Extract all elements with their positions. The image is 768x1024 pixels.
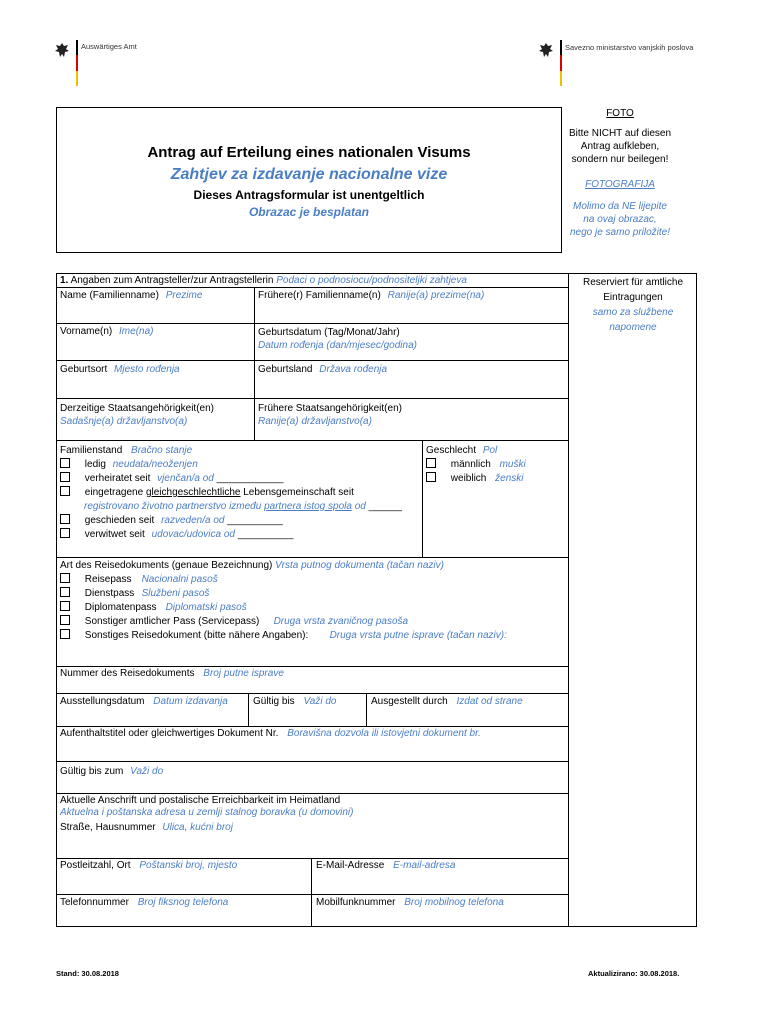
- doc-service-option[interactable]: [60, 587, 209, 601]
- email-label-de: E-Mail-Adresse: [316, 860, 385, 871]
- left-office-name: Auswärtiges Amt: [81, 42, 137, 51]
- doc-title-hr: Vrsta putnog dokumenta (tačan naziv): [275, 560, 444, 571]
- doc-ordinary-option[interactable]: [60, 573, 218, 587]
- number-label-hr: Broj putne isprave: [203, 668, 284, 679]
- right-header: [536, 40, 736, 90]
- cob-label-hr: Država rođenja: [319, 364, 388, 375]
- residence-label-de: Aufenthaltstitel oder gleichwertiges Dokument Nr.: [60, 728, 279, 739]
- ordinary-hr: Nacionalni pasoš: [141, 574, 218, 585]
- prevnat-label-de: Frühere Staatsangehörigkeit(en): [258, 403, 402, 414]
- checkbox-partnership[interactable]: [60, 486, 70, 496]
- reserved-de-1: Reserviert für amtliche: [582, 277, 684, 288]
- title-hr: Zahtjev za izdavanje nacionalne vize: [170, 166, 448, 183]
- section-1-header: [60, 275, 467, 286]
- reserved-hr-1: samo za službene: [592, 307, 674, 318]
- partner-hr-1: registrovano životno partnerstvo između: [84, 501, 265, 512]
- name-label-de: Name (Familienname): [60, 290, 159, 301]
- single-hr: neudata/neoženjen: [112, 459, 198, 470]
- address-title-hr: Aktuelna i poštanska adresa u zemlji stalnog boravka (u domovini): [60, 807, 354, 818]
- sex-block: [426, 444, 566, 504]
- male-de: männlich: [450, 459, 491, 470]
- widowed-hr: udovac/udovica od: [151, 529, 235, 540]
- photo-note-de-3: sondern nur beilegen!: [571, 154, 669, 165]
- checkbox-male[interactable]: [426, 458, 436, 468]
- marital-widowed-option[interactable]: [60, 528, 293, 542]
- cob-label-de: Geburtsland: [258, 364, 313, 375]
- prevnat-label-hr: Ranije(a) državljanstvo(a): [258, 416, 372, 427]
- issuer-label-de: Ausgestellt durch: [371, 696, 448, 707]
- marital-single-option[interactable]: [60, 458, 198, 472]
- photo-note-de-2: Antrag aufkleben,: [580, 141, 660, 152]
- email-field[interactable]: [316, 860, 455, 871]
- checkbox-diplomatic-passport[interactable]: [60, 601, 70, 611]
- married-de: verheiratet seit: [84, 473, 151, 484]
- checkbox-married[interactable]: [60, 472, 70, 482]
- photo-area: [560, 107, 680, 257]
- sex-title-de: Geschlecht: [426, 445, 477, 456]
- doc-official-option[interactable]: [60, 615, 408, 629]
- section-title-de: Angaben zum Antragsteller/zur Antragstellerin: [70, 275, 274, 286]
- address-title: [60, 795, 354, 819]
- phone-label-de: Telefonnummer: [60, 897, 129, 908]
- issued-by-field[interactable]: [371, 696, 523, 707]
- zip-label-de: Postleitzahl, Ort: [60, 860, 131, 871]
- resvalid-label-de: Gültig bis zum: [60, 766, 124, 777]
- free-notice-hr: Obrazac je besplatan: [248, 205, 370, 219]
- marital-status-block: [60, 444, 420, 556]
- prevname-label-hr: Ranije(a) prezime(na): [387, 290, 485, 301]
- checkbox-official-passport[interactable]: [60, 615, 70, 625]
- marital-divorced-option[interactable]: [60, 514, 283, 528]
- marital-partnership-option[interactable]: [60, 486, 354, 500]
- zip-label-hr: Poštanski broj, mjesto: [139, 860, 238, 871]
- female-hr: ženski: [495, 473, 524, 484]
- issue-date-field[interactable]: [60, 696, 228, 707]
- diplomatic-hr: Diplomatski pasoš: [165, 602, 247, 613]
- document-number-field[interactable]: [60, 668, 284, 679]
- checkbox-divorced[interactable]: [60, 514, 70, 524]
- checkbox-female[interactable]: [426, 472, 436, 482]
- divorced-blank: __________: [227, 515, 283, 526]
- married-hr: vjenčan/a od: [157, 473, 214, 484]
- photo-note-de-1: Bitte NICHT auf diesen: [568, 128, 672, 139]
- divorced-hr: razveden/a od: [161, 515, 225, 526]
- previous-nationality-field[interactable]: [258, 402, 402, 428]
- title-de: Antrag auf Erteilung eines nationalen Visums: [147, 144, 471, 161]
- photo-title-hr: FOTOGRAFIJA: [585, 179, 655, 190]
- checkbox-widowed[interactable]: [60, 528, 70, 538]
- residence-permit-field[interactable]: [60, 728, 481, 739]
- mobile-field[interactable]: [316, 897, 504, 908]
- reserved-hr-2: napomene: [609, 322, 657, 333]
- single-de: ledig: [84, 459, 106, 470]
- photo-note-hr-2: na ovaj obrazac,: [583, 214, 657, 225]
- footer-date-right: Aktualizirano: 30.08.2018.: [588, 969, 680, 978]
- service-hr: Službeni pasoš: [141, 588, 210, 599]
- street-label-hr: Ulica, kućni broj: [162, 822, 233, 833]
- address-title-de: Aktuelle Anschrift und postalische Erreichbarkeit im Heimatland: [60, 795, 341, 806]
- partner-hr-underlined: partnera istog spola: [264, 501, 352, 512]
- married-blank: ____________: [216, 473, 284, 484]
- marital-title-hr: Bračno stanje: [131, 445, 193, 456]
- service-de: Dienstpass: [84, 588, 135, 599]
- doc-other-option[interactable]: [60, 629, 507, 643]
- federal-eagle-icon: [538, 42, 554, 58]
- partner-de-2: Lebensgemeinschaft seit: [240, 487, 354, 498]
- photo-note-hr-1: Molimo da NE lijepite: [573, 201, 667, 212]
- name-label-hr: Prezime: [165, 290, 203, 301]
- prevname-label-de: Frühere(r) Familienname(n): [258, 290, 381, 301]
- date-of-birth-field[interactable]: [258, 326, 417, 352]
- pob-label-hr: Mjesto rođenja: [114, 364, 180, 375]
- photo-note-hr-3: nego je samo priložite!: [569, 227, 671, 238]
- section-title-hr: Podaci o podnosiocu/podnositeljki zahtjeva: [276, 275, 467, 286]
- flag-stripe: [560, 40, 562, 86]
- divorced-de: geschieden seit: [84, 515, 155, 526]
- title-box: [56, 107, 562, 253]
- residence-valid-field[interactable]: [60, 766, 163, 777]
- phone-label-hr: Broj fiksnog telefona: [137, 897, 229, 908]
- diplomatic-de: Diplomatenpass: [84, 602, 157, 613]
- street-label-de: Straße, Hausnummer: [60, 822, 156, 833]
- left-header: [52, 40, 172, 90]
- name-field[interactable]: [60, 290, 202, 301]
- federal-eagle-icon: [54, 42, 70, 58]
- partner-de-1: eingetragene: [84, 487, 146, 498]
- resvalid-label-hr: Važi do: [130, 766, 164, 777]
- official-de: Sonstiger amtlicher Pass (Servicepass): [84, 616, 260, 627]
- widowed-de: verwitwet seit: [84, 529, 145, 540]
- residence-label-hr: Boravišna dozvola ili istovjetni dokument br.: [287, 728, 481, 739]
- male-hr: muški: [499, 459, 526, 470]
- footer-date-left: Stand: 30.08.2018: [56, 969, 119, 978]
- checkbox-service-passport[interactable]: [60, 587, 70, 597]
- checkbox-ordinary-passport[interactable]: [60, 573, 70, 583]
- flag-stripe: [76, 40, 78, 86]
- mobile-label-hr: Broj mobilnog telefona: [404, 897, 504, 908]
- postal-code-field[interactable]: [60, 860, 237, 871]
- partner-blank: ______: [368, 501, 402, 512]
- other-de: Sonstiges Reisedokument (bitte nähere Angaben):: [84, 630, 309, 641]
- checkbox-other-document[interactable]: [60, 629, 70, 639]
- other-hr: Druga vrsta putne isprave (tačan naziv):: [329, 630, 507, 641]
- mobile-label-de: Mobilfunknummer: [316, 897, 396, 908]
- issuer-label-hr: Izdat od strane: [456, 696, 523, 707]
- official-hr: Druga vrsta zvaničnog pasoša: [273, 616, 409, 627]
- female-de: weiblich: [450, 473, 487, 484]
- photo-title: FOTO: [606, 108, 634, 119]
- country-of-birth-field[interactable]: [258, 364, 387, 375]
- partner-de-underlined: gleichgeschlechtliche: [145, 487, 241, 498]
- nat-label-de: Derzeitige Staatsangehörigkeit(en): [60, 403, 214, 414]
- widowed-blank: __________: [237, 529, 294, 540]
- issued-label-de: Ausstellungsdatum: [60, 696, 145, 707]
- right-office-name: Savezno ministarstvo vanjskih poslova: [565, 43, 694, 52]
- first-name-field[interactable]: [60, 326, 153, 337]
- section-number: 1.: [60, 275, 69, 286]
- doc-title-de: Art des Reisedokuments (genaue Bezeichnung): [60, 560, 273, 571]
- marital-married-option[interactable]: [60, 472, 283, 486]
- reserved-de-2: Eintragungen: [603, 292, 663, 303]
- travel-document-type-block: [60, 559, 565, 664]
- phone-field[interactable]: [60, 897, 228, 908]
- dob-label-hr: Datum rođenja (dan/mjesec/godina): [258, 340, 417, 351]
- email-label-hr: E-mail-adresa: [393, 860, 456, 871]
- sex-male-option[interactable]: [426, 458, 526, 472]
- pob-label-de: Geburtsort: [60, 364, 108, 375]
- valid-label-de: Gültig bis: [253, 696, 295, 707]
- reserved-column: [569, 275, 697, 335]
- sex-title-hr: Pol: [482, 445, 498, 456]
- free-notice-de: Dieses Antragsformular ist unentgeltlich: [193, 188, 425, 202]
- dob-label-de: Geburtsdatum (Tag/Monat/Jahr): [258, 327, 400, 338]
- firstname-label-de: Vorname(n): [60, 326, 113, 337]
- nationality-field[interactable]: [60, 402, 214, 428]
- nat-label-hr: Sadašnje(a) državljanstvo(a): [60, 416, 188, 427]
- sex-female-option[interactable]: [426, 472, 524, 486]
- street-field[interactable]: [60, 822, 233, 833]
- valid-until-field[interactable]: [253, 696, 336, 707]
- partner-hr-2: od: [351, 501, 366, 512]
- previous-name-field[interactable]: [258, 290, 484, 301]
- marital-title-de: Familienstand: [60, 445, 123, 456]
- issued-label-hr: Datum izdavanja: [153, 696, 228, 707]
- valid-label-hr: Važi do: [303, 696, 337, 707]
- checkbox-single[interactable]: [60, 458, 70, 468]
- ordinary-de: Reisepass: [84, 574, 132, 585]
- number-label-de: Nummer des Reisedokuments: [60, 668, 195, 679]
- firstname-label-hr: Ime(na): [119, 326, 154, 337]
- doc-diplomatic-option[interactable]: [60, 601, 247, 615]
- place-of-birth-field[interactable]: [60, 364, 180, 375]
